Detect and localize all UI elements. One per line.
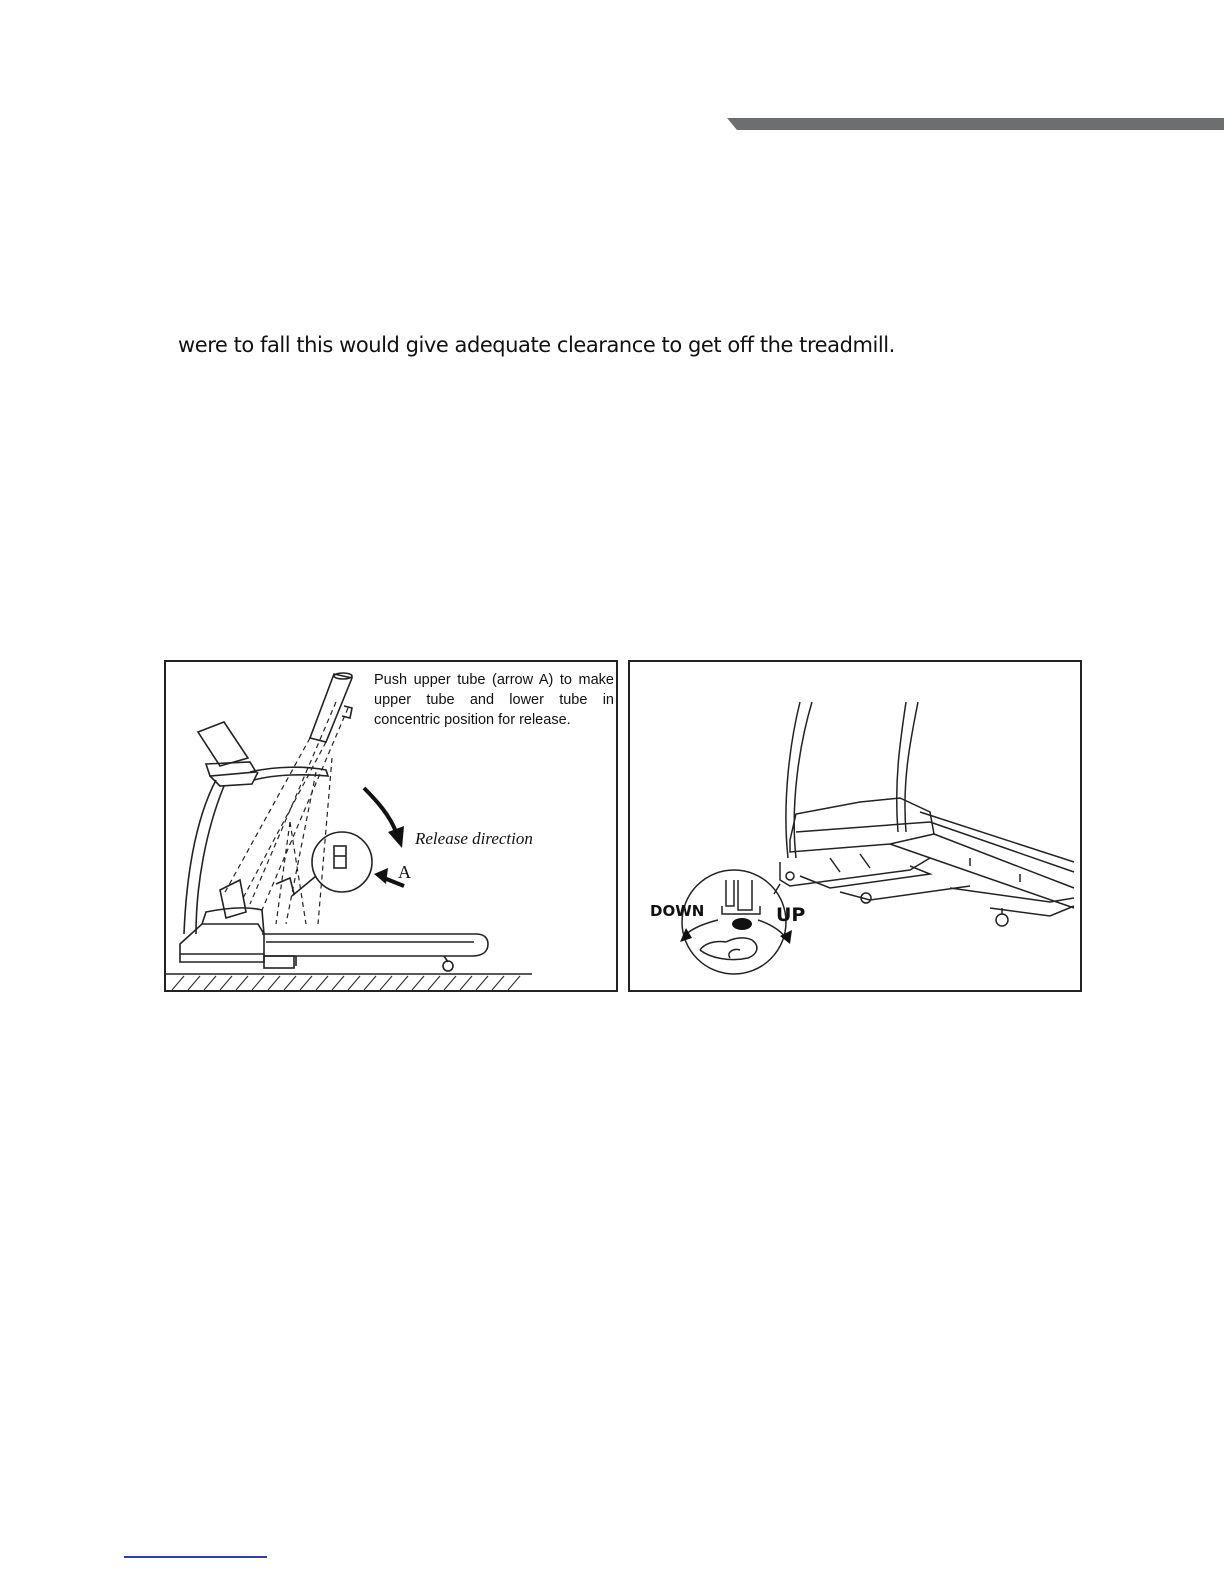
figure-caption: Push upper tube (arrow A) to make upper tube and lower tube in concentric position for release. xyxy=(374,672,614,728)
down-label: DOWN xyxy=(650,902,705,920)
treadmill-lock-knob-illustration xyxy=(630,662,1080,990)
header-bar xyxy=(727,118,1224,130)
body-text: were to fall this would give adequate clearance to get off the treadmill. xyxy=(178,333,895,357)
figure-release-treadmill xyxy=(164,660,618,992)
figure-lock-knob xyxy=(628,660,1082,992)
release-direction-label: Release direction xyxy=(415,829,533,848)
arrow-a-label: A xyxy=(398,862,411,882)
footer-rule xyxy=(124,1556,267,1558)
up-label: UP xyxy=(776,904,806,926)
